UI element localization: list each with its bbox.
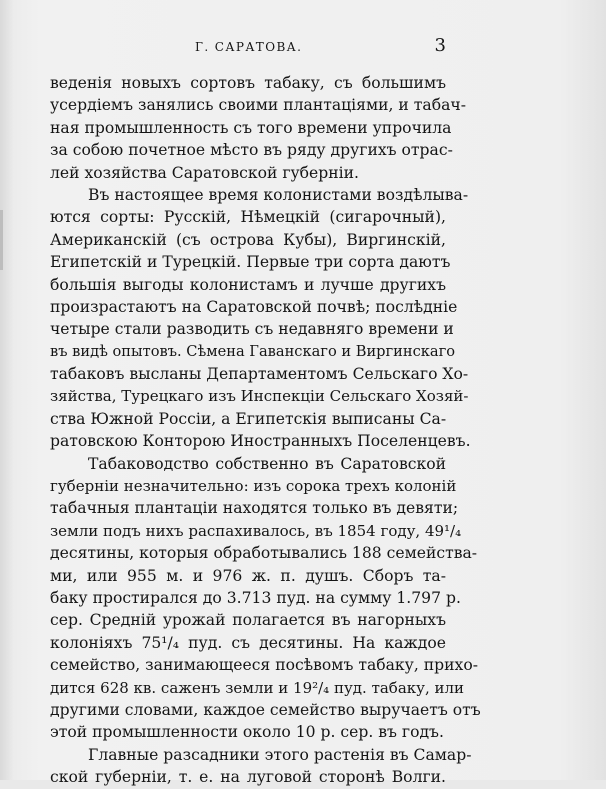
- text-line: большія выгоды колонистамъ и лучше другихъ: [50, 275, 446, 294]
- text-line: зяйства, Турецкаго изъ Инспекціи Сельскаго Хозяй-: [50, 387, 469, 406]
- text-line: баку простирался до 3.713 пуд. на сумму 1.797 р.: [50, 588, 461, 607]
- text-line: ми, или 955 м. и 976 ж. п. душъ. Сборъ та-: [50, 566, 446, 585]
- text-line: этой промышленности около 10 р. сер. въ годъ.: [50, 723, 444, 742]
- text-line: Въ настоящее время колонистами воздѣлыва-: [88, 185, 469, 204]
- text-line: въ видѣ опытовъ. Сѣмена Гаванскаго и Виргинскаго: [50, 342, 456, 360]
- body-text: [50, 72, 481, 789]
- text-line: другими словами, каждое семейство выручаетъ отъ: [50, 700, 481, 719]
- text-line: колоніяхъ 75¹/₄ пуд. съ десятины. На каждое: [50, 633, 446, 652]
- text-line: ратовскою Конторою Иностранныхъ Поселенцевъ.: [50, 432, 471, 451]
- text-line: десятины, которыя обработывались 188 семейства-: [50, 544, 478, 563]
- text-line: ства Южной Россіи, а Египетскія выписаны Са-: [50, 409, 447, 428]
- text-line: Главные разсадники этого растенія въ Самар-: [88, 745, 472, 764]
- text-line: за собою почетное мѣсто въ ряду другихъ отрас-: [50, 141, 453, 160]
- text-line: Египетскій и Турецкій. Первые три сорта даютъ: [50, 253, 451, 272]
- text-line: лей хозяйства Саратовской губерніи.: [50, 163, 359, 182]
- text-line: табачныя плантаціи находятся только въ девяти;: [50, 499, 459, 518]
- text-line: семейство, занимающееся посѣвомъ табаку, прихо-: [50, 656, 478, 675]
- text-line: четыре стали разводить съ недавняго времени и: [50, 320, 454, 339]
- text-line: ской губерніи, т. е. на луговой сторонѣ Волги.: [50, 768, 446, 787]
- page-number: 3: [434, 35, 446, 56]
- page-edge-shadow: [0, 210, 3, 270]
- running-head: Г. САРАТОВА.: [195, 40, 303, 54]
- text-line: сер. Средній урожай полагается въ нагорныхъ: [50, 611, 446, 630]
- text-line: ная промышленность съ того времени упрочила: [50, 118, 452, 137]
- text-line: губерніи незначительно: изъ сорока трехъ колоній: [50, 477, 457, 496]
- page-header: [50, 35, 446, 60]
- text-line: табаковъ высланы Департаментомъ Сельскаго Хо-: [50, 365, 469, 384]
- text-line: земли подъ нихъ распахивалось, въ 1854 году, 49¹/₄: [50, 521, 462, 540]
- text-line: веденія новыхъ сортовъ табаку, съ большимъ: [50, 74, 446, 92]
- text-line: дится 628 кв. саженъ земли и 19²/₄ пуд. табаку, или: [50, 678, 465, 697]
- text-line: произрастаютъ на Саратовской почвѣ; послѣдніе: [50, 297, 458, 316]
- text-line: усердіемъ занялись своими плантаціями, и табач-: [50, 96, 466, 115]
- text-line: Табаководство собственно въ Саратовской: [88, 454, 446, 473]
- text-line: ются сорты: Русскій, Нѣмецкій (сигарочный),: [50, 208, 446, 227]
- text-line: Американскій (съ острова Кубы), Виргинскій,: [50, 230, 446, 249]
